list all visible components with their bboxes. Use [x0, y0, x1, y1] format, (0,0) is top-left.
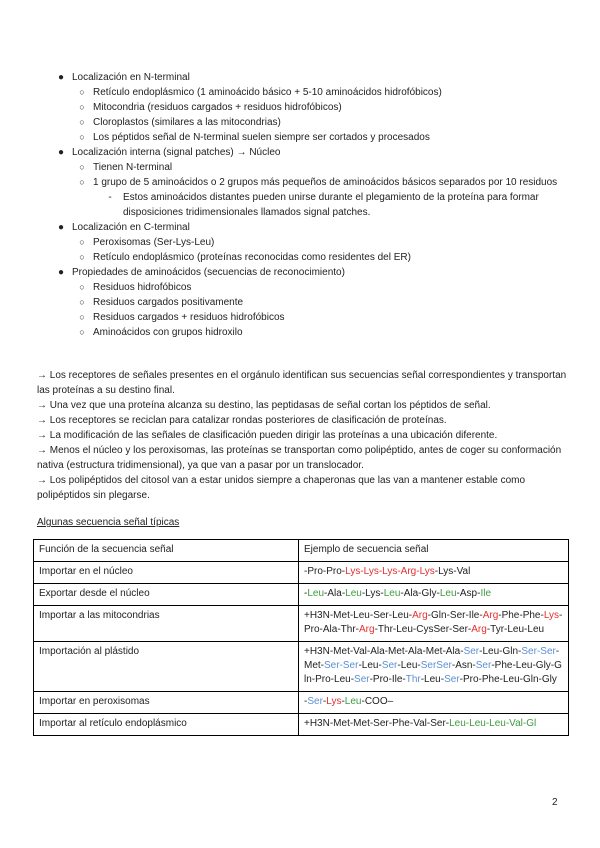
sequence-segment: -Thr-Leu-CysSer-Ser-	[374, 624, 472, 635]
list-item-text: Localización en C-terminal	[72, 222, 190, 233]
sequence-segment: -Pro-Phe-Leu-Gln-Gly	[459, 674, 557, 685]
table-row	[34, 692, 569, 714]
sequence-segment: Ser	[475, 660, 492, 671]
bullet-marker: ○	[79, 327, 85, 337]
sequence-segment: Lys-Lys-Lys-Arg-Lys	[345, 566, 435, 577]
sequence-segment: -Lys-Val	[434, 566, 471, 577]
list-item-text: Propiedades de aminoácidos (secuencias de reconocimiento)	[72, 267, 345, 278]
bullet-marker: ●	[57, 222, 65, 233]
list-item-text: Residuos hidrofóbicos	[93, 282, 192, 293]
list-item-text: Retículo endoplásmico (1 aminoácido básico + 5-10 aminoácidos hidrofóbicos)	[93, 87, 442, 98]
sequence-segment: Leu	[383, 588, 401, 599]
sequence-segment: Ser	[381, 660, 398, 671]
function-cell: Importar en el núcleo	[34, 562, 299, 584]
bullet-marker: ○	[79, 162, 85, 172]
list-item-text: Cloroplastos (similares a las mitocondrias)	[93, 117, 281, 128]
sequence-segment: Leu	[344, 696, 362, 707]
table-row	[34, 714, 569, 736]
function-cell: Exportar desde el núcleo	[34, 584, 299, 606]
function-cell: Importar al retículo endoplásmico	[34, 714, 299, 736]
sequence-cell	[299, 562, 569, 584]
sequence-segment: -Pro-Ala-Thr-	[304, 610, 563, 635]
list-item	[0, 190, 583, 220]
list-item	[0, 280, 600, 295]
list-item-text: Peroxisomas (Ser-Lys-Leu)	[93, 237, 215, 248]
bullet-marker: ○	[79, 132, 85, 142]
list-item	[0, 220, 600, 235]
sequence-segment: +H3N-Met-Leu-Ser-Leu-	[304, 610, 413, 621]
list-item-text: Estos aminoácidos distantes pueden unirse durante el plegamiento de la proteína para formar disposiciones tridimensionales llamados signal patches.	[123, 192, 539, 218]
bullet-marker: ○	[79, 177, 85, 187]
page-number: 2	[552, 797, 558, 808]
sequence-segment: Leu	[439, 588, 457, 599]
sequence-segment: Arg	[412, 610, 428, 621]
list-item	[0, 130, 600, 145]
sequence-cell	[299, 584, 569, 606]
sequence-segment: -Phe-Phe-	[498, 610, 544, 621]
list-item	[0, 265, 600, 280]
list-item-text: Localización interna (signal patches) → Núcleo	[72, 147, 281, 158]
header-cell-example: Ejemplo de secuencia señal	[299, 540, 569, 562]
list-item-text: Tienen N-terminal	[93, 162, 173, 173]
list-item	[0, 235, 600, 250]
sequence-segment: -Leu-	[358, 660, 382, 671]
bullet-marker: ○	[79, 282, 85, 292]
sequence-segment: Leu	[345, 588, 362, 599]
list-item	[0, 70, 600, 85]
list-item-text: Residuos cargados positivamente	[93, 297, 244, 308]
bullet-marker: ○	[79, 87, 85, 97]
bullet-marker: -	[108, 192, 112, 203]
sequence-segment: Ser-Ser	[521, 646, 556, 657]
list-item-text: Localización en N-terminal	[72, 72, 190, 83]
sequence-segment: Lys	[326, 696, 342, 707]
bullet-marker: ○	[79, 237, 85, 247]
bullet-marker: ○	[79, 312, 85, 322]
sequence-segment: -Leu-	[397, 660, 421, 671]
bullet-marker: ●	[57, 147, 65, 158]
paragraph: → Los receptores de señales presentes en el orgánulo identifican sus secuencias señal correspondientes y transportan las proteínas a su destino final.	[37, 370, 567, 396]
list-item	[0, 115, 600, 130]
list-item-text: Retículo endoplásmico (proteínas reconocidas como residentes del ER)	[93, 252, 411, 263]
function-cell: Importar a las mitocondrias	[34, 606, 299, 642]
sequence-segment: Arg	[482, 610, 499, 621]
sequence-segment: Ser	[307, 696, 323, 707]
function-cell: Importar en peroxisomas	[34, 692, 299, 714]
list-item	[0, 160, 600, 175]
bullet-marker: ○	[79, 297, 85, 307]
list-item-text: Mitocondria (residuos cargados + residuos hidrofóbicos)	[93, 102, 342, 113]
sequence-segment: -Pro-Pro-	[304, 566, 346, 577]
table-row	[34, 642, 569, 692]
sequence-segment: Lys	[543, 610, 560, 621]
sequence-cell	[299, 714, 569, 736]
sequence-segment: -	[341, 696, 345, 707]
sequence-segment: -Leu-	[420, 674, 445, 685]
sequence-segment: +H3N-Met-Val-Ala-Met-Ala-Met-Ala-	[304, 646, 464, 657]
signal-sequence-table	[33, 539, 569, 736]
list-item	[0, 100, 600, 115]
list-item-text: 1 grupo de 5 aminoácidos o 2 grupos más pequeños de aminoácidos básicos separados por 10 residuos	[93, 177, 558, 188]
sequence-segment: Arg	[471, 624, 487, 635]
paragraph: → La modificación de las señales de clasificación pueden dirigir las proteínas a una ubicación diferente.	[37, 430, 498, 441]
sequence-segment: Ile	[480, 588, 491, 599]
sequence-segment: Ser	[444, 674, 460, 685]
list-item	[0, 250, 600, 265]
bullet-marker: ●	[57, 72, 65, 83]
sequence-segment: -Asn-	[451, 660, 476, 671]
paragraph: → Una vez que una proteína alcanza su destino, las peptidasas de señal cortan los péptidos de señal.	[37, 400, 491, 411]
sequence-segment: -	[304, 696, 308, 707]
list-item	[0, 145, 600, 160]
sequence-segment: Leu	[307, 588, 325, 599]
bullet-marker: ○	[79, 117, 85, 127]
sequence-segment: -Gln-Ser-Ile-	[427, 610, 483, 621]
table-heading: Algunas secuencia señal típicas	[37, 517, 180, 528]
table-row	[34, 562, 569, 584]
sequence-cell	[299, 606, 569, 642]
list-item	[0, 85, 600, 100]
bullet-marker: ○	[79, 252, 85, 262]
list-item	[0, 325, 600, 340]
sequence-segment: -Phe-Leu-Gly-Gln-Pro-Leu-	[304, 660, 562, 685]
paragraphs	[37, 368, 567, 503]
paragraph: → Los receptores se reciclan para catalizar rondas posteriores de clasificación de proteínas.	[37, 415, 447, 426]
sequence-segment: -COO–	[361, 696, 394, 707]
sequence-segment: -Asp-	[456, 588, 481, 599]
sequence-segment: -Ala-Gly-	[400, 588, 440, 599]
sequence-segment: Arg	[359, 624, 375, 635]
sequence-segment: -	[304, 588, 308, 599]
bullet-list	[0, 70, 600, 340]
paragraph: → Menos el núcleo y los peroxisomas, las proteínas se transportan como polipéptido, antes de coger su conformación nativa (estructura tridimensional), ya que van a pasar por un translocador.	[37, 445, 562, 471]
paragraph: → Los polipéptidos del citosol van a estar unidos siempre a chaperonas que las van a mantener estable como polipéptidos sin plegarse.	[37, 475, 526, 501]
table-row	[34, 584, 569, 606]
sequence-cell	[299, 642, 569, 692]
list-item-text: Los péptidos señal de N-terminal suelen siempre ser cortados y procesados	[93, 132, 430, 143]
sequence-segment: -Met-	[304, 646, 560, 671]
list-item	[0, 295, 600, 310]
bullet-marker: ○	[79, 102, 85, 112]
list-item	[0, 175, 573, 190]
sequence-cell	[299, 692, 569, 714]
sequence-segment: +H3N-Met-Met-Ser-Phe-Val-Ser-	[304, 718, 450, 729]
header-cell-function: Función de la secuencia señal	[34, 540, 299, 562]
sequence-segment: -Tyr-Leu-Leu	[486, 624, 545, 635]
sequence-segment: Ser	[463, 646, 480, 657]
table-row	[34, 606, 569, 642]
sequence-segment: Leu-Leu-Leu-Val-Gl	[449, 718, 537, 729]
function-cell: Importación al plástido	[34, 642, 299, 692]
sequence-segment: -Pro-Ile-	[369, 674, 406, 685]
sequence-segment: -Leu-Gln-	[479, 646, 522, 657]
bullet-marker: ●	[57, 267, 65, 278]
sequence-segment: Thr	[405, 674, 421, 685]
sequence-segment: -Lys-	[361, 588, 384, 599]
list-item-text: Residuos cargados + residuos hidrofóbicos	[93, 312, 285, 323]
sequence-segment: -	[322, 696, 327, 707]
sequence-segment: Ser	[354, 674, 370, 685]
sequence-segment: -Ala-	[324, 588, 346, 599]
table-header-row	[34, 540, 569, 562]
sequence-segment: SerSer	[420, 660, 452, 671]
list-item-text: Aminoácidos con grupos hidroxilo	[93, 327, 243, 338]
list-item	[0, 310, 600, 325]
sequence-segment: Ser-Ser	[324, 660, 359, 671]
